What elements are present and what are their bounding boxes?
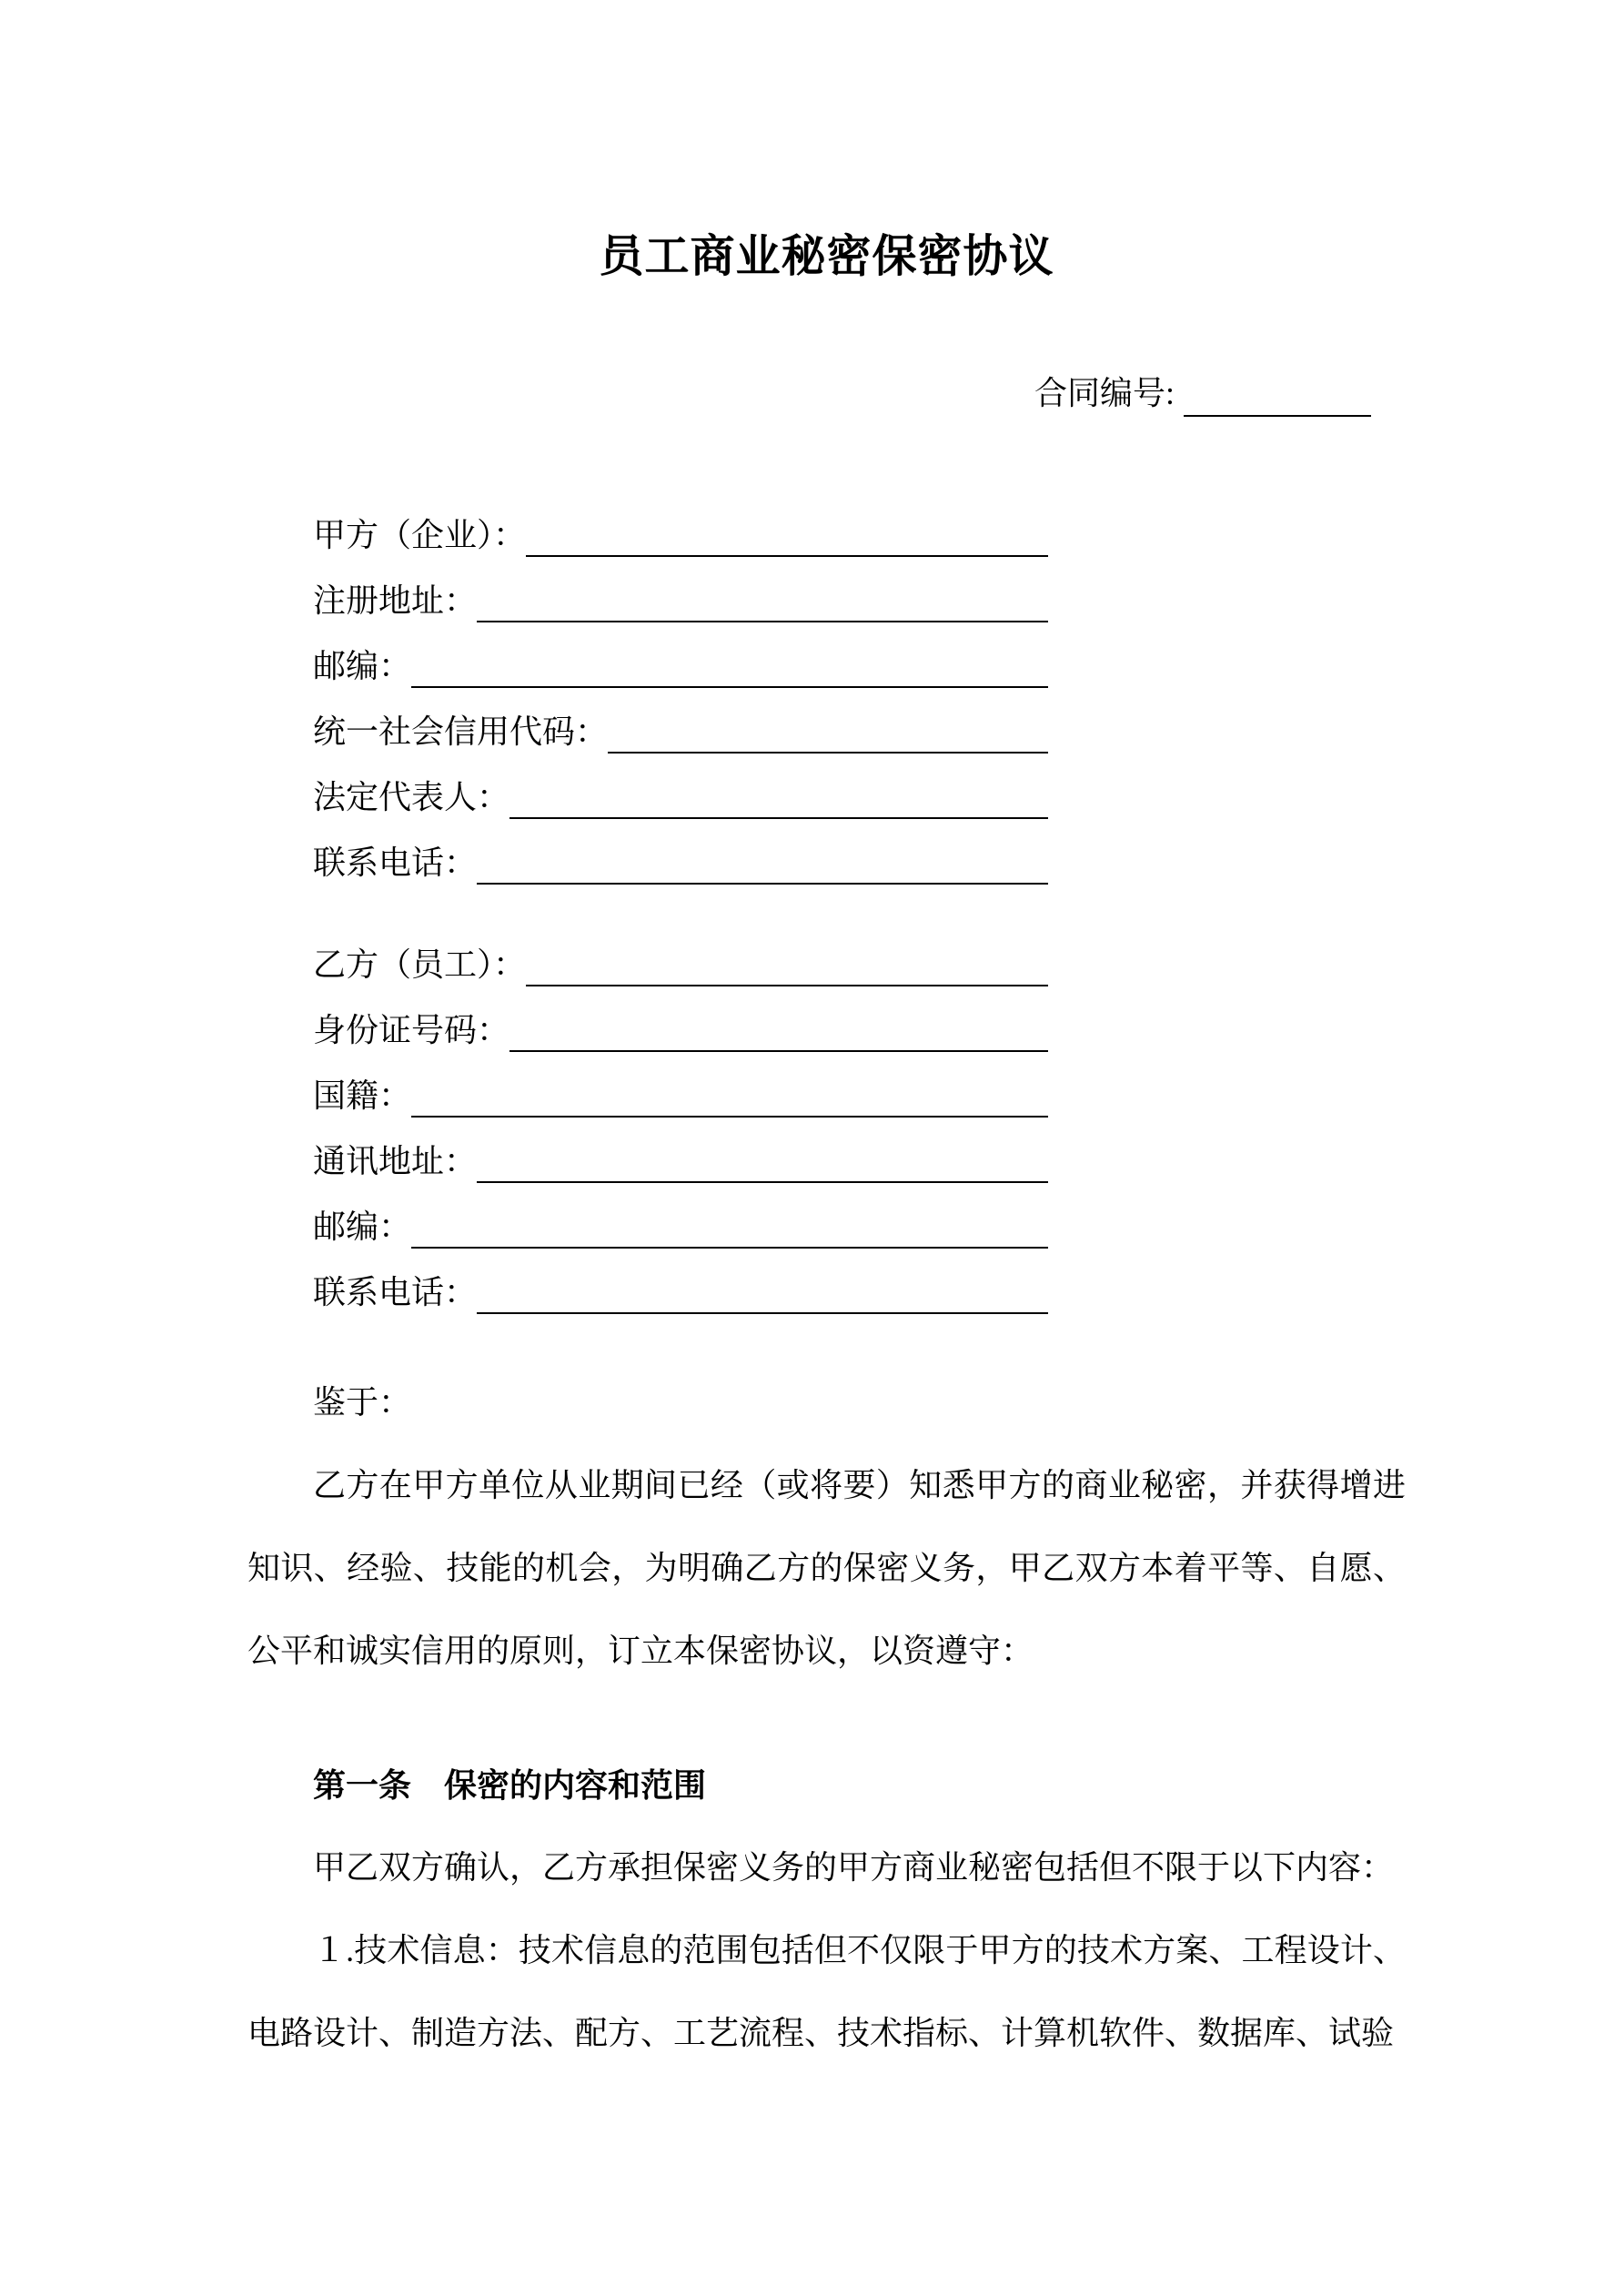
field-label: 身份证号码： [313,1012,510,1048]
field-party-a-postal-code [313,633,1048,699]
field-party-a-registered-address [313,568,1048,633]
field-label: 邮编： [313,648,412,684]
contract-number-line [247,369,1406,417]
field-party-a-phone [313,830,1048,895]
whereas-paragraph: 乙方在甲方单位从业期间已经（或将要）知悉甲方的商业秘密，并获得增进知识、经验、技能的机会，为明确乙方的保密义务，甲乙双方本着平等、自愿、公平和诚实信用的原则，订立本保密协议，以资遵守： [247,1467,1406,1669]
contract-number-blank [1184,377,1371,417]
fill-in-blank [608,699,1048,754]
field-party-a-legal-representative [313,764,1048,830]
field-party-b-id-number [313,997,1048,1063]
field-party-b-employee [313,932,1048,997]
field-label: 联系电话： [313,1274,478,1310]
document-title: 员工商业秘密保密协议 [599,232,1054,281]
field-label: 甲方（企业）： [313,517,527,553]
field-label: 邮编： [313,1209,412,1245]
field-label: 法定代表人： [313,779,510,815]
fill-in-blank [526,932,1048,986]
fill-in-blank [477,830,1048,885]
field-label: 通讯地址： [313,1143,478,1179]
field-party-a-company [313,502,1048,568]
fill-in-blank [411,1194,1048,1249]
fill-in-blank [477,568,1048,622]
field-label: 统一社会信用代码： [313,713,609,750]
fill-in-blank [526,502,1048,557]
field-party-b-postal-code [313,1194,1048,1259]
article-1-paragraph: 甲乙双方确认，乙方承担保密义务的甲方商业秘密包括但不限于以下内容： [313,1849,1395,1886]
fill-in-blank [509,997,1048,1052]
contract-number-label: 合同编号: [1034,375,1175,411]
field-party-a-social-credit-code [313,699,1048,764]
field-label: 注册地址： [313,582,478,619]
fill-in-blank [509,764,1048,819]
field-label: 乙方（员工）： [313,946,527,983]
fill-in-blank [477,1259,1048,1314]
field-label: 联系电话： [313,845,478,881]
article-1-paragraph: １.技术信息：技术信息的范围包括但不仅限于甲方的技术方案、工程设计、电路设计、制造方法、配方、工艺流程、技术指标、计算机软件、数据库、试验 [247,1932,1406,2051]
whereas-label: 鉴于： [313,1384,412,1421]
fill-in-blank [411,1063,1048,1118]
party-b-section [247,932,1406,1325]
fill-in-blank [411,633,1048,688]
party-a-section [247,502,1406,895]
article-1-heading: 第一条 保密的内容和范围 [313,1766,707,1804]
field-party-b-nationality [313,1063,1048,1128]
field-label: 国籍： [313,1077,412,1114]
field-party-b-mailing-address [313,1128,1048,1194]
field-party-b-phone [313,1259,1048,1325]
fill-in-blank [477,1128,1048,1183]
